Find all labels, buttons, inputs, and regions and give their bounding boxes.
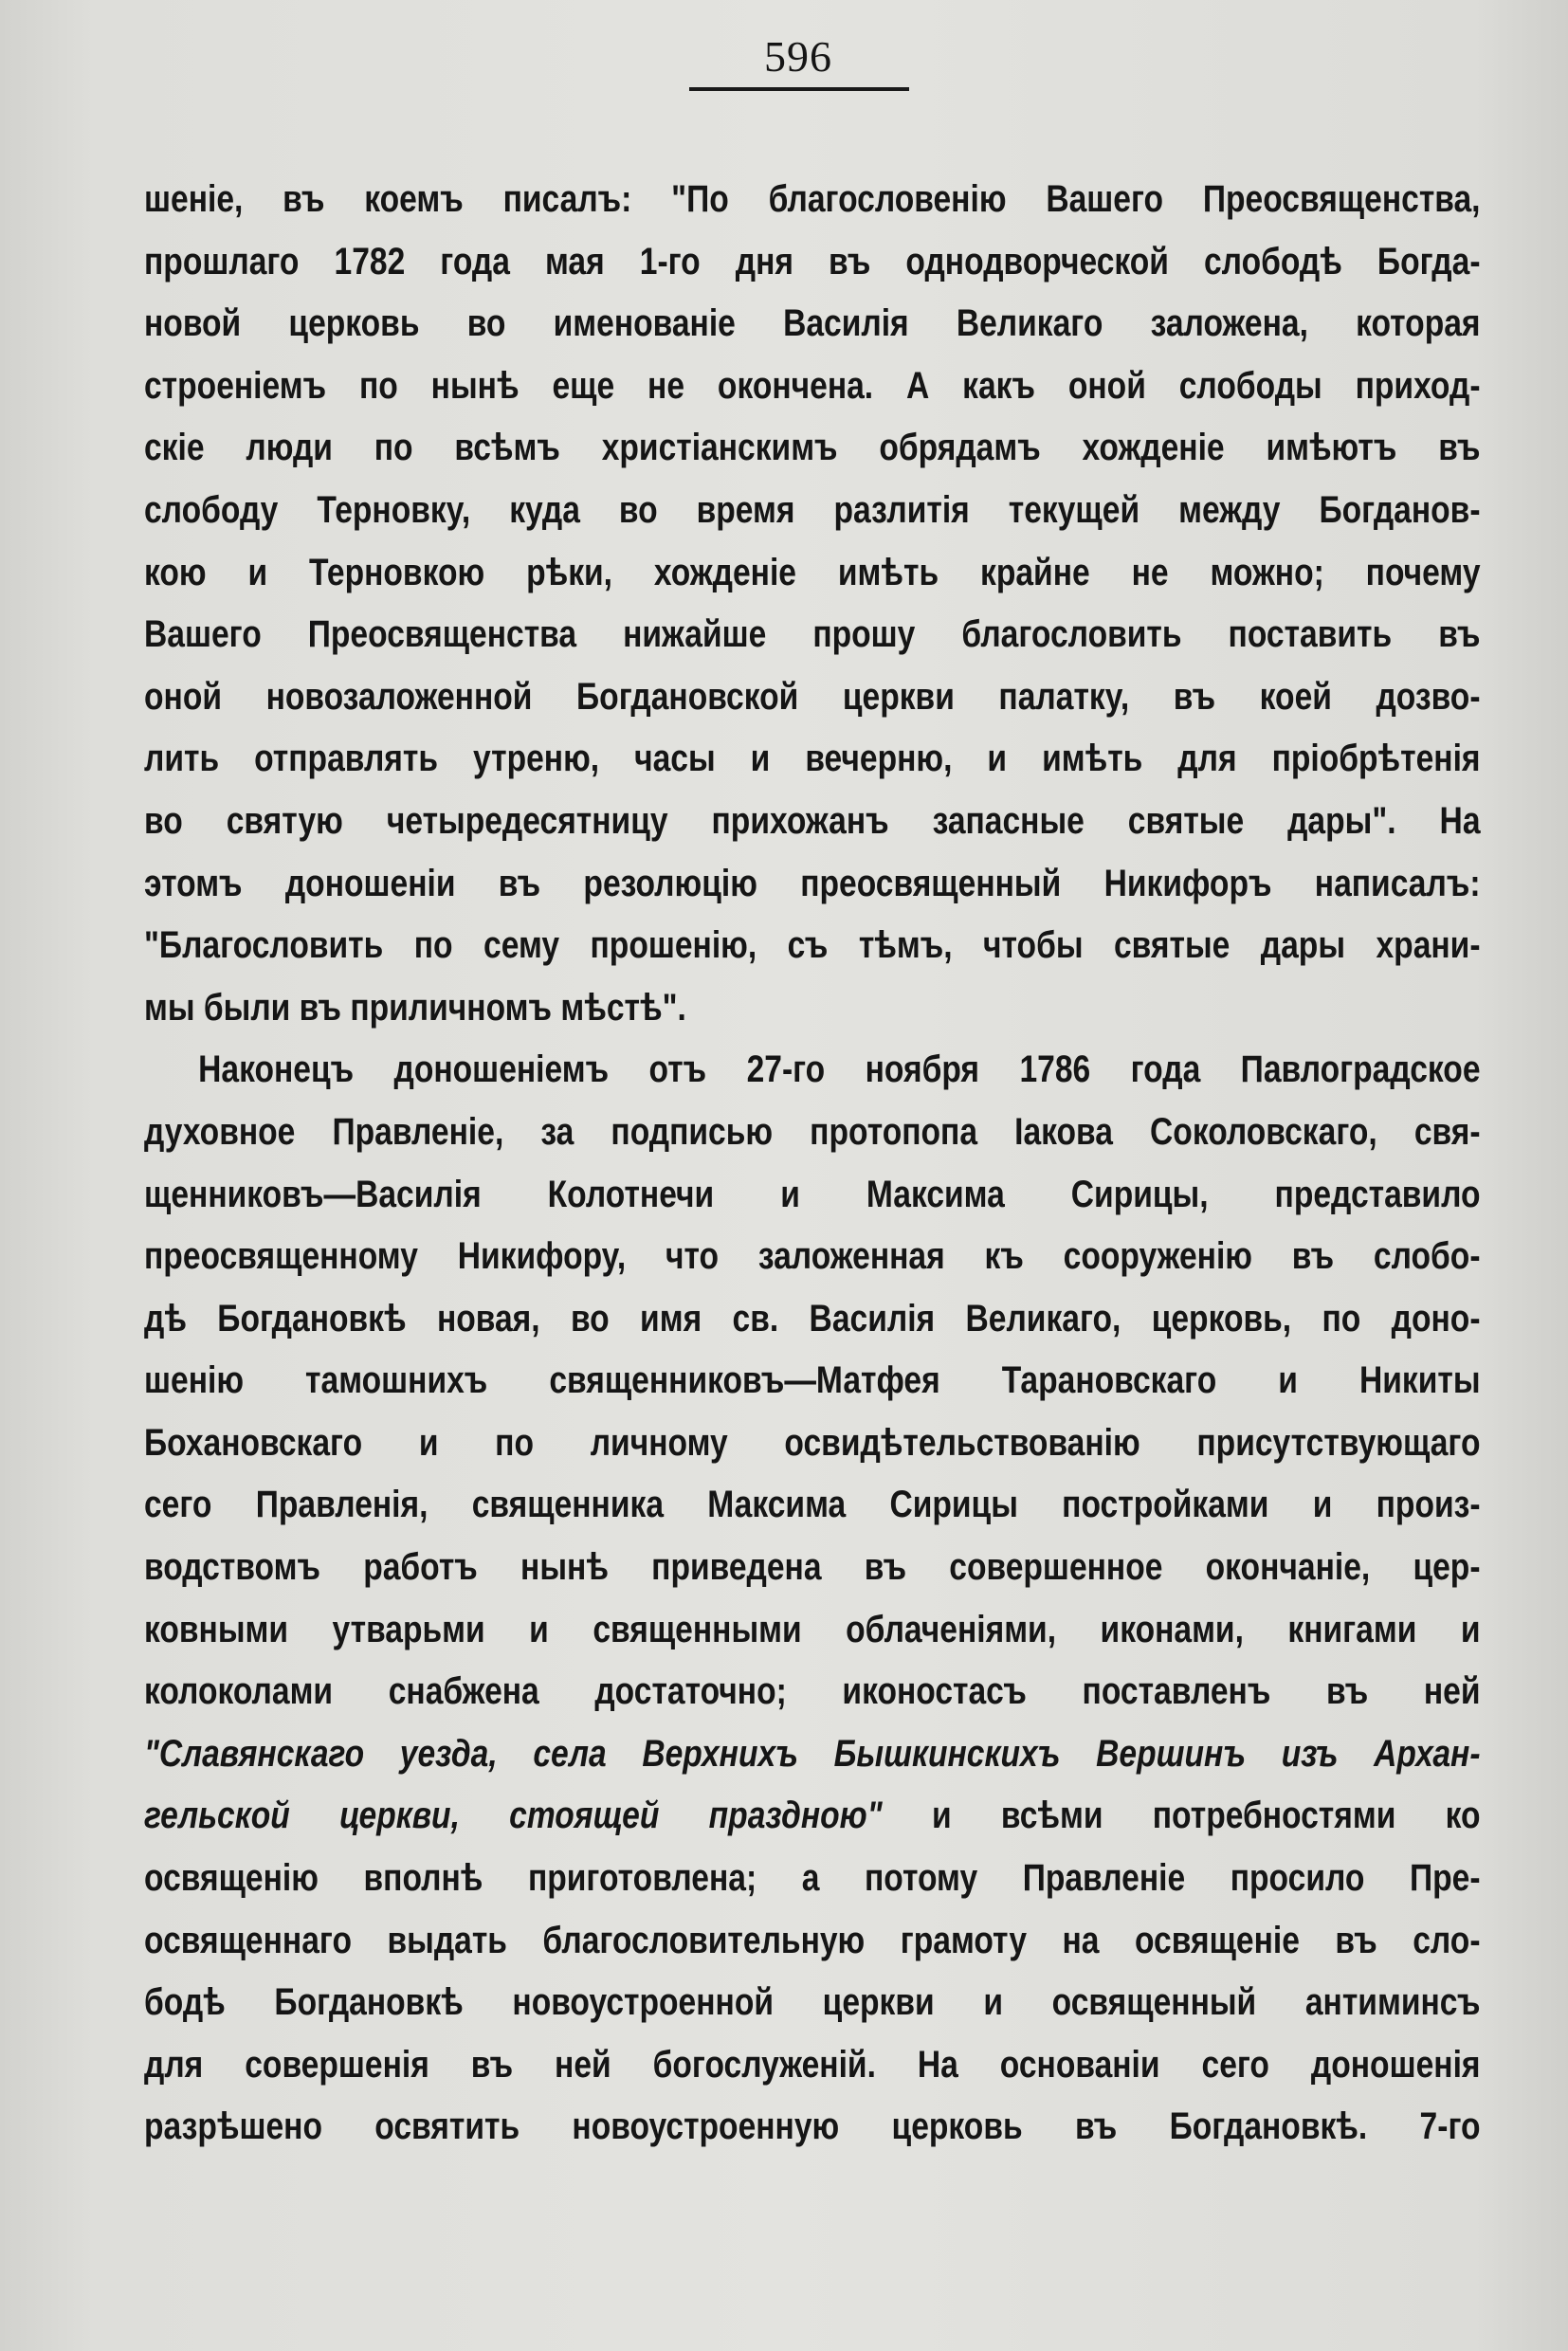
text-line: оной новозаложенной Богдановской церкви палатку, въ коей дозво-: [144, 675, 1481, 718]
text-line: освященію вполнѣ приготовлена; а потому Правленіе просило Пре-: [144, 1857, 1481, 1900]
text-line: ковными утварьми и священными облаченіями, иконами, книгами и: [144, 1608, 1481, 1650]
text-line-with-quote: [144, 1785, 1481, 1848]
text-line: Бохановскаго и по личному освидѣтельствованію присутствующаго: [144, 1421, 1481, 1464]
text-line: слободу Терновку, куда во время разлитія текущей между Богданов-: [144, 488, 1481, 531]
paragraph-2: [144, 1039, 1481, 2159]
text-line: щенниковъ—Василія Колотнечи и Максима Сирицы, представило: [144, 1173, 1481, 1215]
text-line: мы были въ приличномъ мѣстѣ".: [144, 986, 686, 1029]
text-line: скіе люди по всѣмъ христіанскимъ обрядамъ хожденіе имѣютъ въ: [144, 427, 1481, 469]
text-line: "Благословить по сему прошенію, съ тѣмъ, чтобы святые дары храни-: [144, 924, 1481, 967]
header-rule: [689, 87, 909, 91]
page-number: 596: [764, 32, 832, 81]
text-line: Вашего Преосвященства нижайше прошу благословить поставить въ: [144, 613, 1481, 656]
italic-quote-fragment: гельской церкви, стоящей праздною": [144, 1795, 883, 1837]
text-line: Наконецъ доношеніемъ отъ 27-го ноября 1786 года Павлоградское: [198, 1048, 1481, 1091]
body-text: [144, 169, 1481, 2159]
text-line: водствомъ работъ нынѣ приведена въ совершенное окончаніе, цер-: [144, 1546, 1481, 1589]
paragraph-1: [144, 169, 1481, 1039]
text-line: строеніемъ по нынѣ еще не окончена. А какъ оной слободы приход-: [144, 364, 1481, 407]
quote-continuation: и всѣми потребностями ко: [882, 1795, 1481, 1837]
text-line: шенію тамошнихъ священниковъ—Матфея Тарановскаго и Никиты: [144, 1359, 1481, 1402]
text-line: разрѣшено освятить новоустроенную церковь въ Богдановкѣ. 7-го: [144, 2105, 1481, 2148]
text-line: освященнаго выдать благословительную грамоту на освященіе въ сло-: [144, 1919, 1481, 1961]
text-line: духовное Правленіе, за подписью протопопа Іакова Соколовскаго, свя-: [144, 1110, 1481, 1153]
text-line: для совершенія въ ней богослуженій. На основаніи сего доношенія: [144, 2043, 1481, 2086]
text-line: кою и Терновкою рѣки, хожденіе имѣть крайне не можно; почему: [144, 551, 1481, 593]
text-line: сего Правленія, священника Максима Сирицы постройками и произ-: [144, 1484, 1481, 1526]
italic-quote-line: "Славянскаго уезда, села Верхнихъ Бышкинскихъ Вершинъ изъ Архан-: [144, 1732, 1481, 1775]
text-line: преосвященному Никифору, что заложенная къ сооруженію въ слобо-: [144, 1235, 1481, 1278]
text-line: этомъ доношеніи въ резолюцію преосвященный Никифоръ написалъ:: [144, 862, 1481, 904]
text-line: лить отправлять утреню, часы и вечерню, и имѣть для пріобрѣтенія: [144, 738, 1481, 780]
text-line: дѣ Богдановкѣ новая, во имя св. Василія Великаго, церковь, по доно-: [144, 1297, 1481, 1340]
text-line: во святую четыредесятницу прихожанъ запасные святые дары". На: [144, 799, 1481, 842]
text-line: бодѣ Богдановкѣ новоустроенной церкви и освященный антиминсъ: [144, 1981, 1481, 2024]
page-header: [0, 30, 1568, 97]
text-line: новой церковь во именованіе Василія Великаго заложена, которая: [144, 302, 1481, 345]
text-line: колоколами снабжена достаточно; иконостасъ поставленъ въ ней: [144, 1670, 1481, 1713]
text-line: прошлаго 1782 года мая 1-го дня въ однодворческой слободѣ Богда-: [144, 240, 1481, 282]
text-line: шеніе, въ коемъ писалъ: "По благословенію Вашего Преосвященства,: [144, 178, 1481, 220]
